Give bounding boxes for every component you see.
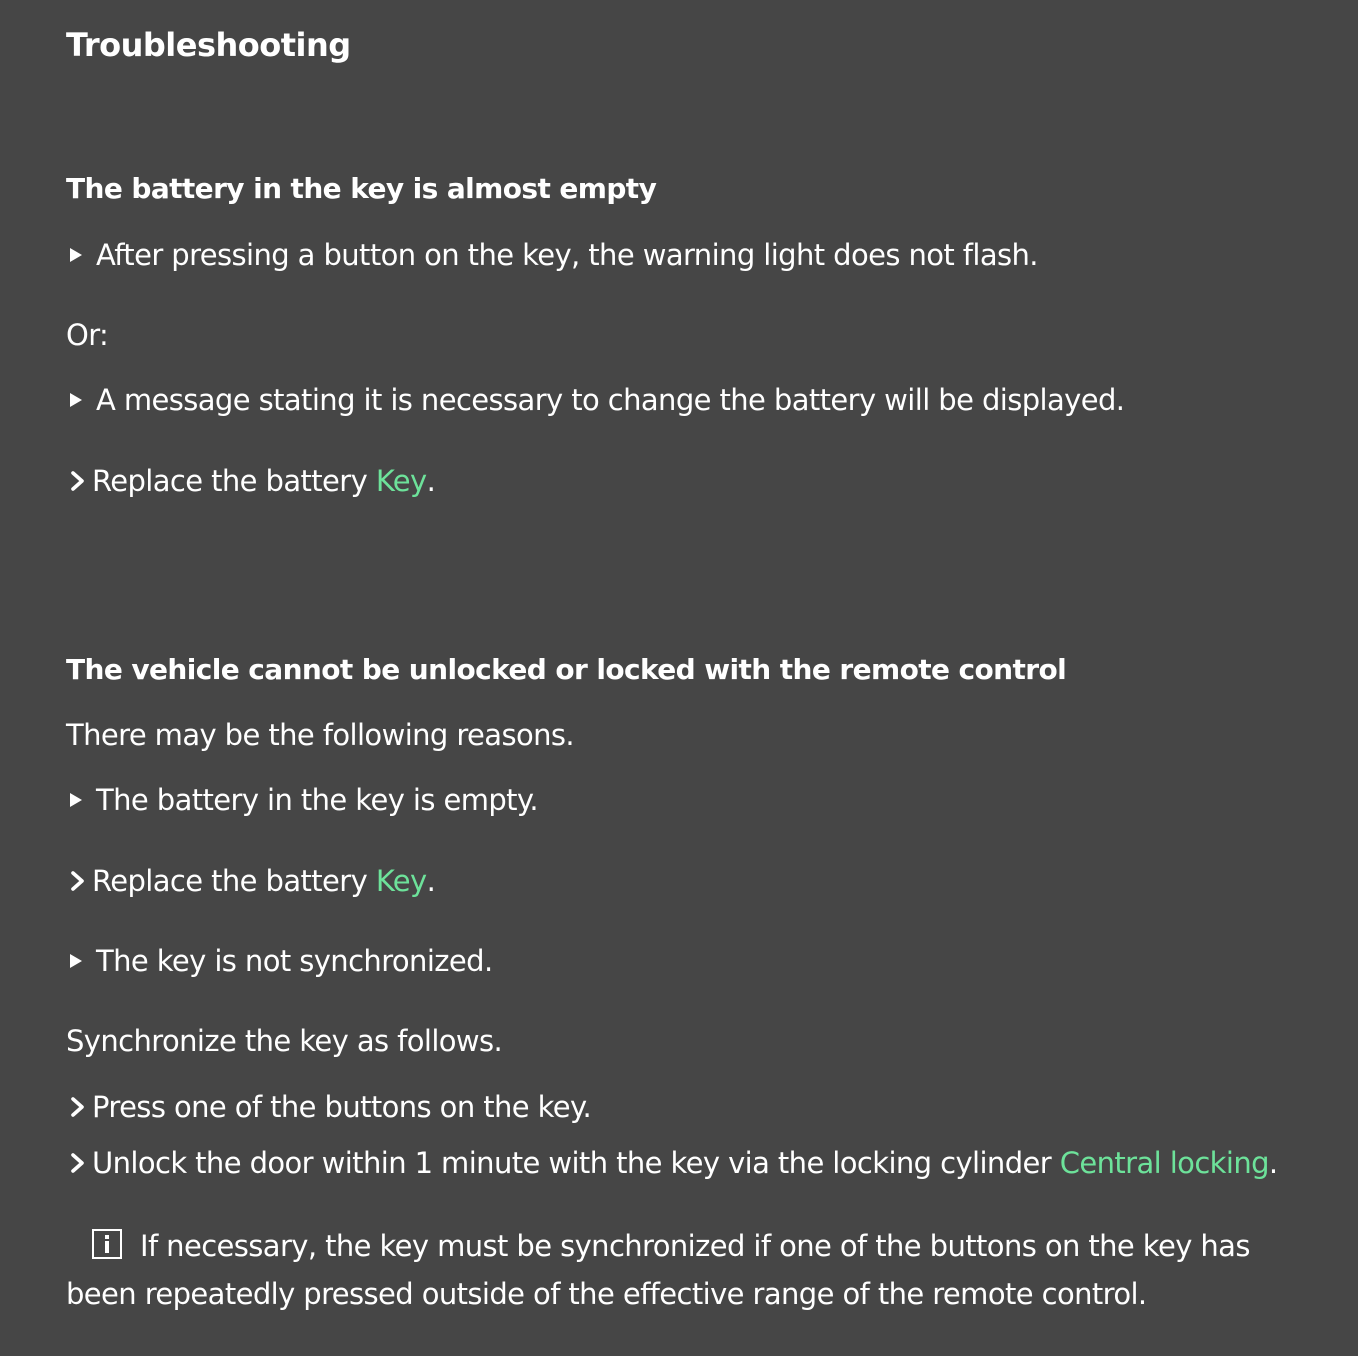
info-icon [92,1229,122,1259]
bullet-text: The battery in the key is empty. [96,783,538,817]
step-item [66,1090,591,1124]
step-text: Replace the battery [92,464,376,498]
key-link[interactable]: Key [375,464,427,498]
step-suffix: . [426,464,436,498]
step-item [66,1146,1278,1180]
chevron-right-icon [68,1151,88,1175]
section-heading-remote-fail: The vehicle cannot be unlocked or locked with the remote control [66,653,1067,686]
triangle-bullet-icon [70,393,82,407]
step-suffix: . [1268,1146,1278,1180]
info-note [66,1222,1306,1318]
chevron-right-icon [68,869,88,893]
bullet-text: A message stating it is necessary to change the battery will be displayed. [96,383,1125,417]
triangle-bullet-icon [70,248,82,262]
central-locking-link[interactable]: Central locking [1059,1146,1269,1180]
bullet-text: The key is not synchronized. [96,944,493,978]
bullet-item [66,783,538,817]
bullet-item [66,383,1124,417]
sync-intro-text: Synchronize the key as follows. [66,1024,503,1058]
chevron-right-icon [68,469,88,493]
step-item [66,864,435,898]
bullet-item [66,238,1038,272]
step-text: Unlock the door within 1 minute with the key via the locking cylinder [92,1146,1060,1180]
bullet-text: After pressing a button on the key, the warning light does not flash. [96,238,1038,272]
triangle-bullet-icon [70,793,82,807]
step-text: Press one of the buttons on the key. [92,1090,592,1124]
chevron-right-icon [68,1095,88,1119]
key-link[interactable]: Key [375,864,427,898]
step-suffix: . [426,864,436,898]
intro-text: There may be the following reasons. [66,718,575,752]
step-text: Replace the battery [92,864,376,898]
page-title: Troubleshooting [66,26,351,64]
section-heading-battery-low: The battery in the key is almost empty [66,172,657,205]
bullet-item [66,944,493,978]
step-item [66,464,435,498]
or-text: Or: [66,318,109,352]
note-text: If necessary, the key must be synchronized if one of the buttons on the key has been repeatedly pressed outside of the effective range of the remote control. [66,1229,1250,1311]
triangle-bullet-icon [70,954,82,968]
